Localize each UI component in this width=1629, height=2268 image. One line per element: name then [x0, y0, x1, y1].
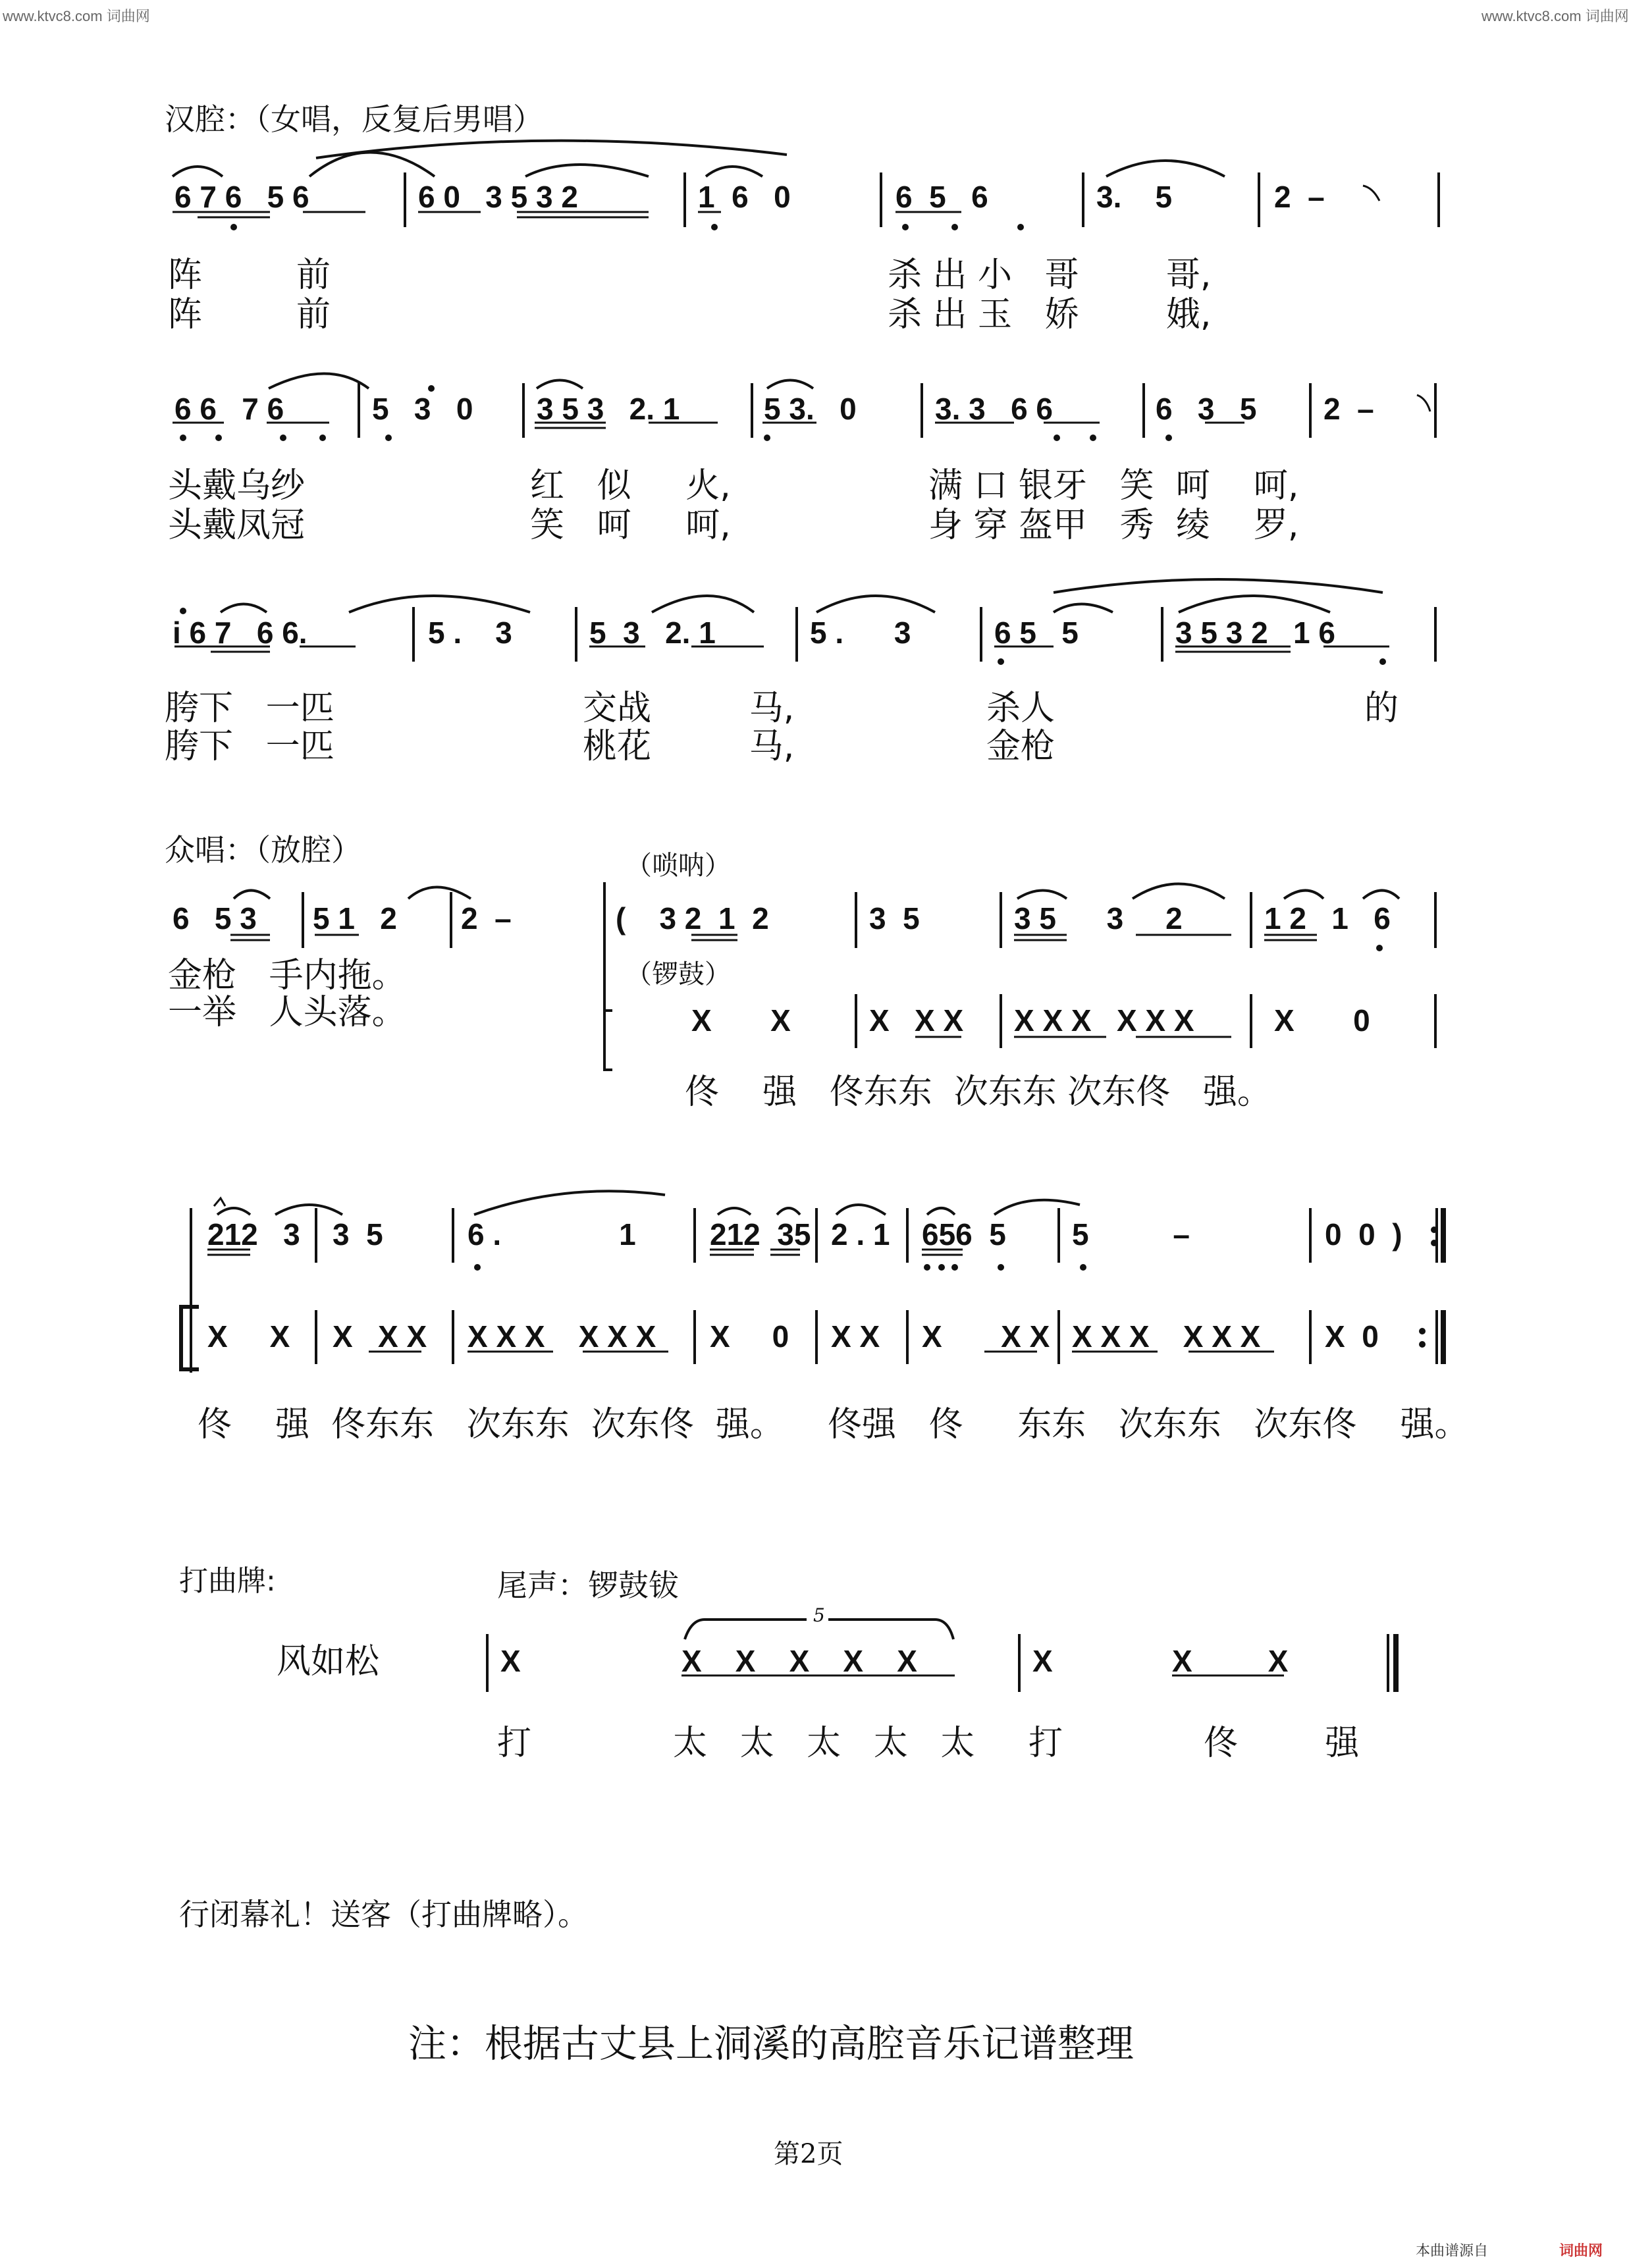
s1-lyric-verse2-a: 阵: [168, 295, 203, 334]
gong-measure-3: X X X X X X: [1014, 1003, 1194, 1038]
s2-measure-5: 3. 3 6 6: [935, 392, 1054, 426]
s2-measure-1: 6 6 7 6: [174, 392, 284, 426]
gong-lyrics: 佟 强 佟东东 次东东 次东佟 强。: [685, 1072, 1271, 1112]
s3-measure-6: 3 5 3 2 1 6: [1175, 616, 1335, 650]
s3-lyric-verse2-b: 桃花 马,: [583, 727, 795, 766]
s6-measure-3: X: [1032, 1644, 1053, 1678]
s5-gong-8: X 0: [1325, 1319, 1379, 1354]
s4-measure-2: 5 1 2: [313, 901, 397, 936]
tuplet-number: 5: [813, 1604, 825, 1626]
s2-lyric-verse1-b: 红 似 火,: [530, 466, 731, 506]
site-watermark-right: www.ktvc8.com 词曲网: [1482, 8, 1629, 24]
s1-lyric-verse1-b: 前: [296, 255, 331, 295]
s3-measure-2: 5 . 3: [428, 616, 512, 650]
footer-source-note: 本曲谱源自: [1416, 2242, 1489, 2259]
s4-measure-1: 6 5 3: [173, 901, 257, 936]
s6-lyric-3: 打: [1028, 1724, 1063, 1763]
gong-label: （锣鼓）: [626, 959, 731, 989]
s1-measure-2: 6 0 3 5 3 2: [418, 180, 578, 214]
s1-lyric-verse2-c: 杀 出 玉 娇 娥,: [888, 295, 1212, 334]
s3-lyric-verse1-d: 的: [1364, 689, 1399, 728]
section1-heading: 汉腔：（女唱，反复后男唱）: [165, 101, 543, 137]
s6-measure-2: X X X X X: [681, 1644, 917, 1678]
s3-lyric-verse1-a: 胯下 一匹: [165, 689, 334, 728]
gong-measure-1: X X: [691, 1003, 791, 1038]
s2-measure-6: 6 3 5: [1156, 392, 1257, 426]
s1-measure-3: 1 6 0: [698, 180, 791, 214]
s1-measure-6: 2 –: [1274, 180, 1325, 214]
s5-gong-4: X 0: [710, 1319, 789, 1354]
s2-lyric-verse1-c: 满 口 银牙 笑 呵 呵,: [928, 466, 1299, 506]
s2-lyric-verse2-a: 头戴凤冠: [168, 506, 306, 545]
s3-measure-4: 5 . 3: [810, 616, 911, 650]
suona-measure-3: 3 5 3 2: [1014, 901, 1183, 936]
s3-lyric-verse1-b: 交战 马,: [583, 689, 795, 728]
source-note: 注：根据古丈县上洞溪的高腔音乐记谱整理: [408, 2021, 1135, 2066]
s5-melody-2: 3 5: [333, 1217, 383, 1252]
footer-site-label: 词曲网: [1559, 2242, 1603, 2259]
s5-gong-lyrics: 佟 强 佟东东 次东东 次东佟 强。 佟强 佟 东东 次东东 次东佟 强。: [198, 1405, 1469, 1444]
s1-measure-1: 6 7 6 5 6: [174, 180, 309, 214]
s3-lyric-verse2-c: 金枪: [986, 727, 1055, 766]
s1-lyric-verse1-c: 杀 出 小 哥 哥,: [888, 255, 1212, 295]
s5-melody-8: 0 0 ): [1325, 1217, 1402, 1252]
s1-measure-5: 3. 5: [1096, 180, 1173, 214]
s3-measure-5: 6 5 5: [994, 616, 1079, 650]
s2-measure-2: 5 3 0: [372, 392, 473, 426]
s5-melody-4: 212 35: [710, 1217, 811, 1252]
s5-gong-7: X X X X X X: [1072, 1319, 1261, 1354]
s6-lyric-4: 佟 强: [1204, 1724, 1360, 1763]
piece-name: 风如松: [277, 1642, 380, 1681]
page-number: 第2页: [774, 2139, 843, 2169]
s2-measure-4: 5 3. 0: [764, 392, 857, 426]
s6-lyric-1: 打: [497, 1724, 532, 1763]
s5-gong-6: X X X: [922, 1319, 1050, 1354]
s2-lyric-verse2-b: 笑 呵 呵,: [530, 506, 731, 545]
s5-melody-5: 2 . 1: [831, 1217, 890, 1252]
gong-measure-4: X 0: [1274, 1003, 1370, 1038]
s3-lyric-verse1-c: 杀人: [986, 689, 1055, 728]
s2-lyric-verse1-a: 头戴乌纱: [168, 466, 306, 506]
s5-melody-1: 212 3: [207, 1217, 300, 1252]
s2-measure-7: 2 –: [1323, 392, 1374, 426]
s2-lyric-verse2-c: 身 穿 盔甲 秀 绫 罗,: [928, 506, 1299, 545]
suona-measure-4: 1 2 1 6: [1264, 901, 1391, 936]
s5-melody-6: 656 5: [922, 1217, 1006, 1252]
site-watermark-left: www.ktvc8.com 词曲网: [3, 8, 150, 24]
s5-gong-5: X X: [831, 1319, 880, 1354]
suona-label: （唢呐）: [626, 851, 731, 881]
coda-label: 尾声：锣鼓钹: [497, 1568, 679, 1603]
s2-measure-3: 3 5 3 2. 1: [537, 392, 680, 426]
suona-measure-2: 3 5: [869, 901, 920, 936]
s5-gong-2: X X X: [333, 1319, 427, 1354]
s1-measure-4: 6 5 6: [895, 180, 988, 214]
s4-lyric-verse1: 金枪 手内拖。: [168, 956, 406, 995]
s3-measure-3: 5 3 2. 1: [589, 616, 716, 650]
s5-melody-7: 5 –: [1072, 1217, 1190, 1252]
s3-lyric-verse2-a: 胯下 一匹: [165, 727, 334, 766]
s3-measure-1: i 6 7 6 6.: [173, 616, 307, 650]
s6-lyric-2: 太 太 太 太 太: [673, 1724, 975, 1763]
s5-melody-3: 6 . 1: [467, 1217, 636, 1252]
s4-measure-3: 2 –: [461, 901, 512, 936]
s6-measure-1: X: [500, 1644, 521, 1678]
s5-gong-3: X X X X X X: [467, 1319, 656, 1354]
s6-measure-4: X X: [1172, 1644, 1289, 1678]
s4-lyric-verse2: 一举 人头落。: [168, 993, 406, 1032]
gong-measure-2: X X X: [869, 1003, 964, 1038]
suona-measure-1: ( 3 2 1 2: [616, 901, 769, 936]
s1-lyric-verse1-a: 阵: [168, 255, 203, 295]
closing-line: 行闭幕礼！送客（打曲牌略）。: [179, 1897, 588, 1932]
section6-heading: 打曲牌:: [179, 1564, 276, 1598]
section4-heading: 众唱：（放腔）: [165, 832, 361, 868]
s5-gong-1: X X: [207, 1319, 290, 1354]
s1-lyric-verse2-b: 前: [296, 295, 331, 334]
